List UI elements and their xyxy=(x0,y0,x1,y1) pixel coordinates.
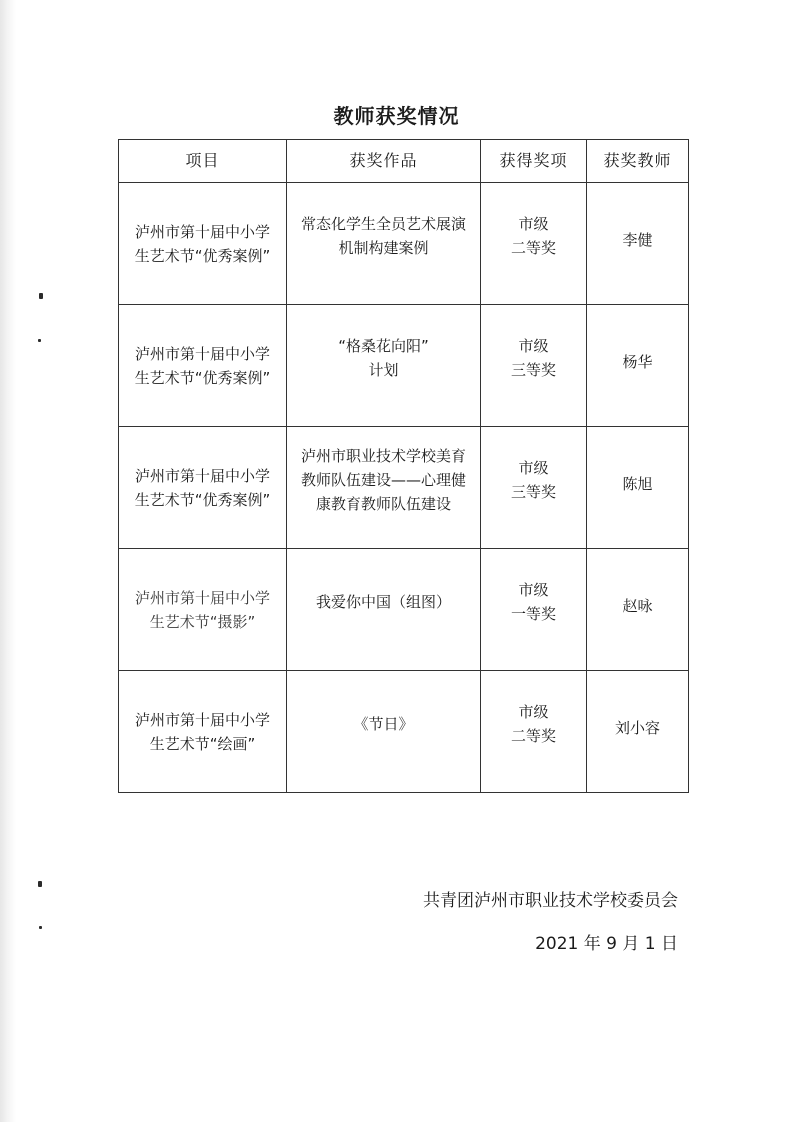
work-text: 泸州市职业技术学校美育 教师队伍建设——心理健 康教育教师队伍建设 xyxy=(300,446,466,513)
table-row xyxy=(119,427,689,549)
scan-speck xyxy=(38,881,42,887)
work-cell xyxy=(287,183,481,305)
teacher-text: 杨华 xyxy=(622,352,653,371)
work-cell xyxy=(287,305,481,427)
award-level-text: 市级 二等奖 xyxy=(510,702,556,745)
award-level-text: 市级 一等奖 xyxy=(510,580,556,623)
work-text: 常态化学生全员艺术展演 机制构建案例 xyxy=(300,214,466,257)
scan-speck xyxy=(39,926,42,929)
table-header-row xyxy=(119,140,689,183)
teacher-cell xyxy=(587,305,689,427)
project-cell xyxy=(119,549,287,671)
teacher-text: 李健 xyxy=(622,230,653,249)
scan-edge-shadow xyxy=(0,0,16,1122)
award-level-text: 市级 二等奖 xyxy=(510,214,556,257)
table-row xyxy=(119,305,689,427)
award-level-cell xyxy=(481,427,587,549)
award-level-cell xyxy=(481,183,587,305)
table-row xyxy=(119,183,689,305)
work-cell xyxy=(287,549,481,671)
document-title: 教师获奖情况 xyxy=(333,104,460,128)
header-project: 项目 xyxy=(119,140,287,183)
header-teacher: 获奖教师 xyxy=(587,140,689,183)
teacher-text: 刘小容 xyxy=(614,718,660,737)
teacher-cell xyxy=(587,427,689,549)
work-text: 《节日》 xyxy=(353,714,414,733)
project-cell xyxy=(119,427,287,549)
project-cell xyxy=(119,305,287,427)
work-text: 我爱你中国（组图） xyxy=(315,592,451,611)
table-row xyxy=(119,671,689,793)
signature-date: 2021 年 9 月 1 日 xyxy=(535,934,678,954)
award-level-text: 市级 三等奖 xyxy=(510,336,556,379)
teacher-cell xyxy=(587,671,689,793)
teacher-text: 赵咏 xyxy=(622,596,653,615)
header-award-level: 获得奖项 xyxy=(481,140,587,183)
teacher-cell xyxy=(587,183,689,305)
table-row xyxy=(119,549,689,671)
project-text: 泸州市第十届中小学 生艺术节“优秀案例” xyxy=(134,222,271,265)
header-work: 获奖作品 xyxy=(287,140,481,183)
award-level-text: 市级 三等奖 xyxy=(510,458,556,501)
project-text: 泸州市第十届中小学 生艺术节“优秀案例” xyxy=(134,466,271,509)
award-level-cell xyxy=(481,549,587,671)
scan-speck xyxy=(38,339,41,342)
awards-table xyxy=(118,139,689,793)
work-cell xyxy=(287,671,481,793)
project-text: 泸州市第十届中小学 生艺术节“绘画” xyxy=(134,710,270,753)
work-text: “格桑花向阳” 计划 xyxy=(338,336,429,379)
award-level-cell xyxy=(481,671,587,793)
scan-speck xyxy=(39,293,43,299)
award-level-cell xyxy=(481,305,587,427)
project-cell xyxy=(119,183,287,305)
work-cell xyxy=(287,427,481,549)
teacher-text: 陈旭 xyxy=(622,474,653,493)
signature-organization: 共青团泸州市职业技术学校委员会 xyxy=(423,891,678,911)
project-cell xyxy=(119,671,287,793)
teacher-cell xyxy=(587,549,689,671)
project-text: 泸州市第十届中小学 生艺术节“优秀案例” xyxy=(134,344,271,387)
project-text: 泸州市第十届中小学 生艺术节“摄影” xyxy=(134,588,270,631)
